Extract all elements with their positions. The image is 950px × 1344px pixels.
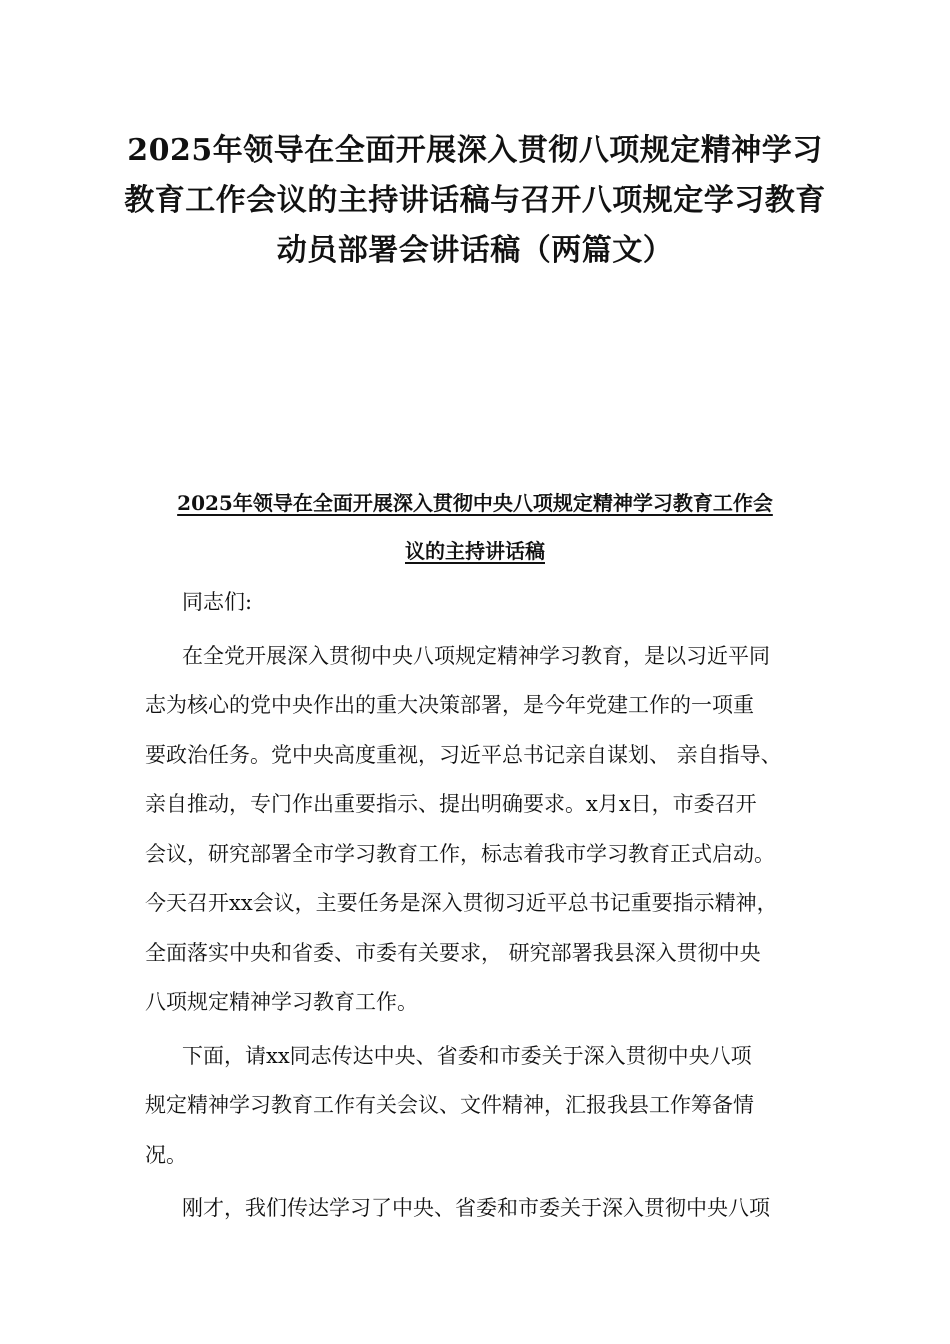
paragraph-2 — [145, 1032, 835, 1181]
paragraph-line: 况。 — [145, 1142, 187, 1167]
paragraph-line: 今天召开xx会议，主要任务是深入贯彻习近平总书记重要指示精神， — [145, 891, 778, 915]
sub-title-text: 议的主持讲话稿 — [405, 539, 545, 563]
paragraph-line: 规定精神学习教育工作有关会议、文件精神，汇报我县工作筹备情 — [145, 1093, 754, 1117]
paragraph-line: 亲自推动，专门作出重要指示、提出明确要求。x月x日，市委召开 — [145, 792, 757, 816]
main-title-line: 2025年领导在全面开展深入贯彻八项规定精神学习 — [127, 133, 823, 168]
paragraph-line: 在全党开展深入贯彻中央八项规定精神学习教育，是以习近平同 — [182, 643, 770, 668]
paragraph-3 — [145, 1184, 835, 1234]
salutation: 同志们: — [182, 590, 253, 614]
paragraph-1 — [145, 632, 835, 1028]
paragraph-line: 会议，研究部署全市学习教育工作，标志着我市学习教育正式启动。 — [145, 841, 775, 866]
main-title-line: 动员部署会讲话稿（两篇文） — [276, 233, 674, 268]
speech-body — [145, 578, 835, 1234]
sub-title-text: 2025年领导在全面开展深入贯彻中央八项规定精神学习教育工作会 — [177, 491, 773, 515]
main-title — [120, 126, 830, 276]
paragraph-line: 下面，请xx同志传达中央、省委和市委关于深入贯彻中央八项 — [182, 1043, 752, 1068]
paragraph-line: 志为核心的党中央作出的重大决策部署，是今年党建工作的一项重 — [145, 693, 754, 717]
main-title-line: 教育工作会议的主持讲话稿与召开八项规定学习教育 — [124, 183, 826, 218]
paragraph-line: 要政治任务。党中央高度重视，习近平总书记亲自谋划、 亲自指导、 — [145, 742, 782, 767]
sub-title-line — [130, 527, 820, 575]
paragraph-line: 全面落实中央和省委、市委有关要求， 研究部署我县深入贯彻中央 — [145, 940, 761, 965]
sub-title-line — [130, 479, 820, 527]
paragraph-line: 八项规定精神学习教育工作。 — [145, 990, 418, 1014]
sub-title — [130, 479, 820, 575]
salutation-paragraph — [145, 578, 835, 628]
paragraph-line: 刚才，我们传达学习了中央、省委和市委关于深入贯彻中央八项 — [182, 1196, 770, 1220]
